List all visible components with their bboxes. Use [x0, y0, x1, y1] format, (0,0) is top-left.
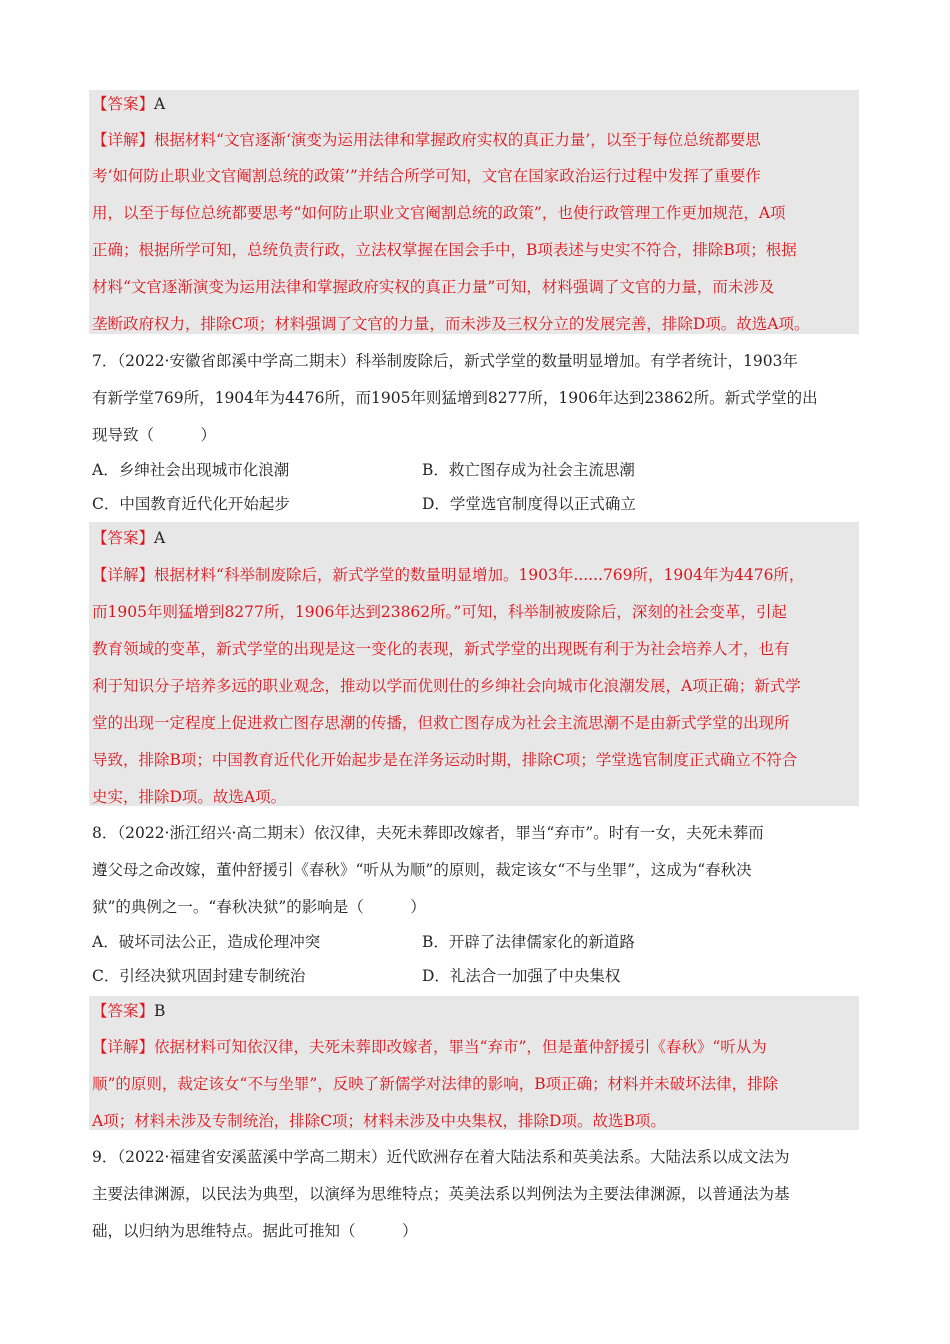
detail-line: 垄断政府权力，排除C项；材料强调了文官的力量，而未涉及三权分立的发展完善，排除D项。故选A项。 [92, 315, 810, 333]
detail-line: 史实，排除D项。故选A项。 [92, 788, 287, 806]
detail-tag: 【详解】 [92, 131, 155, 149]
question-7-line: 7．（2022·安徽省郎溪中学高二期末）科举制废除后，新式学堂的数量明显增加。有学者统计，1903年 [92, 352, 798, 370]
option-a: A．乡绅社会出现城市化浪潮 [92, 461, 290, 479]
option-d: D．学堂选官制度得以正式确立 [422, 495, 636, 513]
detail-line: 顺”的原则，裁定该女“不与坐罪”，反映了新儒学对法律的影响，B项正确；材料并未破坏法律，排除 [92, 1075, 779, 1093]
detail-line: 而1905年则猛增到8277所，1906年达到23862所。”可知，科举制被废除后，深刻的社会变革，引起 [92, 603, 787, 621]
option-b: B．救亡图存成为社会主流思潮 [422, 461, 635, 479]
detail-line: 考‘如何防止职业文官阉割总统的政策’”并结合所学可知，文官在国家政治运行过程中发挥了重要作 [92, 167, 761, 185]
option-d: D．礼法合一加强了中央集权 [422, 967, 621, 985]
answer-tag: 【答案】 [92, 1002, 155, 1020]
option-c: C．中国教育近代化开始起步 [92, 495, 290, 513]
option-a: A．破坏司法公正，造成伦理冲突 [92, 933, 321, 951]
answer-value: A [154, 529, 166, 547]
answer-line [92, 1001, 165, 1021]
option-c: C．引经决狱巩固封建专制统治 [92, 967, 306, 985]
detail-line: 材料“文官逐渐演变为运用法律和掌握政府实权的真正力量”可知，材料强调了文官的力量，而未涉及 [92, 278, 775, 296]
question-8-line: 遵父母之命改嫁，董仲舒援引《春秋》“听从为顺”的原则，裁定该女“不与坐罪”，这成为“春秋决 [92, 861, 752, 879]
detail-line: 导致，排除B项；中国教育近代化开始起步是在洋务运动时期，排除C项；学堂选官制度正式确立不符合 [92, 751, 798, 769]
answer-box [89, 996, 859, 1130]
detail-line: 【详解】根据材料“文官逐渐‘演变为运用法律和掌握政府实权的真正力量’，以至于每位总统都要思 [92, 131, 761, 149]
detail-line: 教育领域的变革，新式学堂的出现是这一变化的表现，新式学堂的出现既有利于为社会培养人才，也有 [92, 640, 790, 658]
question-9-line: 主要法律渊源，以民法为典型，以演绎为思维特点；英美法系以判例法为主要法律渊源，以普通法为基 [92, 1185, 790, 1203]
answer-line [92, 528, 165, 548]
detail-line: 【详解】依据材料可知依汉律，夫死未葬即改嫁者，罪当“弃市”，但是董仲舒援引《春秋》“听从为 [92, 1038, 767, 1056]
detail-tag: 【详解】 [92, 1038, 155, 1056]
detail-tag: 【详解】 [92, 566, 155, 584]
question-9-line: 础，以归纳为思维特点。据此可推知（ ） [92, 1222, 418, 1240]
question-7-line: 现导致（ ） [92, 426, 217, 444]
detail-line: 正确；根据所学可知，总统负责行政，立法权掌握在国会手中，B项表述与史实不符合，排除B项；根据 [92, 241, 797, 259]
detail-line: 堂的出现一定程度上促进救亡图存思潮的传播，但救亡图存成为社会主流思潮不是由新式学堂的出现所 [92, 714, 790, 732]
detail-line: 利于知识分子培养多远的职业观念，推动以学而优则仕的乡绅社会向城市化浪潮发展，A项正确；新式学 [92, 677, 801, 695]
answer-tag: 【答案】 [92, 529, 155, 547]
detail-line: A项；材料未涉及专制统治，排除C项；材料未涉及中央集权，排除D项。故选B项。 [92, 1112, 666, 1130]
answer-value: B [154, 1002, 166, 1020]
detail-line: 【详解】根据材料“科举制废除后，新式学堂的数量明显增加。1903年......769所，1904年为4476所， [92, 566, 805, 584]
detail-line: 用，以至于每位总统都要思考“如何防止职业文官阉割总统的政策”，也使行政管理工作更加规范，A项 [92, 204, 786, 222]
question-8-line: 8．（2022·浙江绍兴·高二期末）依汉律，夫死未葬即改嫁者，罪当“弃市”。时有一女，夫死未葬而 [92, 824, 764, 842]
option-b: B．开辟了法律儒家化的新道路 [422, 933, 635, 951]
question-8-line: 狱”的典例之一。“春秋决狱”的影响是（ ） [92, 898, 426, 916]
answer-line [92, 94, 165, 114]
question-7-line: 有新学堂769所，1904年为4476所，而1905年则猛增到8277所，1906年达到23862所。新式学堂的出 [92, 389, 818, 407]
question-9-line: 9．（2022·福建省安溪蓝溪中学高二期末）近代欧洲存在着大陆法系和英美法系。大陆法系以成文法为 [92, 1148, 790, 1166]
answer-tag: 【答案】 [92, 95, 155, 113]
answer-value: A [154, 95, 166, 113]
